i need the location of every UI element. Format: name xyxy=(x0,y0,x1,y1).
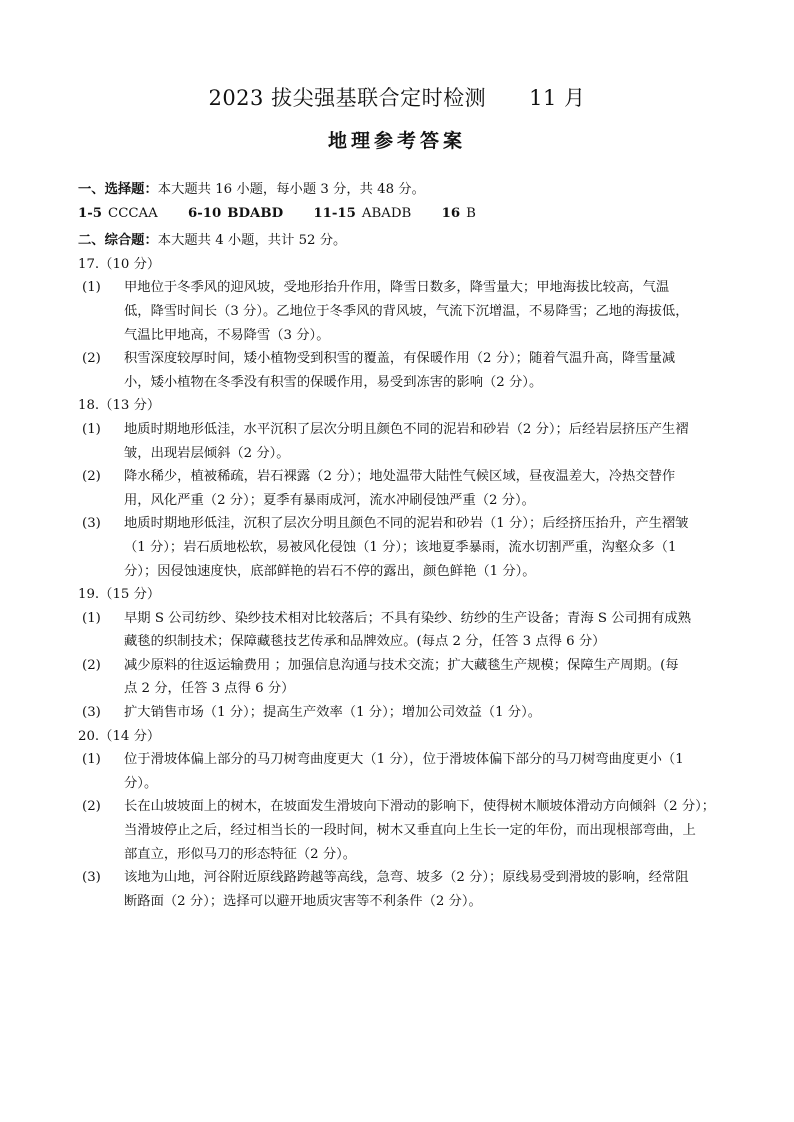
text-line: 用，风化严重（2 分）；夏季有暴雨成河，流水冲刷侵蚀严重（2 分）。 xyxy=(124,492,535,508)
question-block xyxy=(78,394,718,583)
answer-letters: BDABD xyxy=(227,205,284,221)
item-number: (3) xyxy=(82,870,101,886)
question-label: 17.（10 分） xyxy=(78,256,161,272)
answer-item xyxy=(78,701,718,725)
text-line: 早期 S 公司纺纱、染纱技术相对比较落后；不具有染纱、纺纱的生产设备；青海 S 公司拥有成熟 xyxy=(124,610,691,626)
part1-header xyxy=(78,178,718,202)
item-number: (2) xyxy=(82,657,101,673)
text-line: 分）；因侵蚀速度快，底部鲜艳的岩石不停的露出，颜色鲜艳（1 分）。 xyxy=(124,563,536,579)
question-block xyxy=(78,725,718,914)
text-line: 降水稀少，植被稀疏，岩石裸露（2 分）；地处温带大陆性气候区域，昼夜温差大，冷热交替作 xyxy=(124,469,676,485)
answer-item xyxy=(78,866,718,913)
answer-item xyxy=(78,748,718,795)
text-line: 气温比甲地高，不易降雪（3 分）。 xyxy=(124,327,330,343)
text-line: 分）。 xyxy=(124,775,158,791)
item-text xyxy=(124,607,718,654)
answer-item xyxy=(78,512,718,583)
text-line: 当滑坡停止之后，经过相当长的一段时间，树木又垂直向上生长一定的年份，而出现根部弯曲，上 xyxy=(124,823,696,839)
part2-description: 本大题共 4 小题，共计 52 分。 xyxy=(157,233,347,249)
choice-answers xyxy=(78,202,718,226)
answer-item xyxy=(78,276,718,347)
text-line: 扩大销售市场（1 分）；提高生产效率（1 分）；增加公司效益（1 分）。 xyxy=(124,705,542,721)
text-line: 长在山坡坡面上的树木，在坡面发生滑坡向下滑动的影响下，使得树木顺坡体滑动方向倾斜（2 分）； xyxy=(124,799,716,815)
item-text xyxy=(124,795,718,866)
answer-item xyxy=(78,654,718,701)
page-title: 2023 拔尖强基联合定时检测 11 月 xyxy=(208,86,586,110)
text-line: 地质时期地形低洼，水平沉积了层次分明且颜色不同的泥岩和砂岩（2 分）；后经岩层挤压产生褶 xyxy=(124,421,689,437)
answer-group xyxy=(78,202,158,226)
answer-letters: B xyxy=(466,205,476,221)
text-line: 地质时期地形低洼，沉积了层次分明且颜色不同的泥岩和砂岩（1 分）；后经挤压抬升，产生褶皱 xyxy=(124,516,689,532)
item-number: (1) xyxy=(82,421,101,437)
text-line: 部直立，形似马刀的形态特征（2 分）。 xyxy=(124,846,357,862)
text-line: 该地为山地，河谷附近原线路跨越等高线，急弯、坡多（2 分）；原线易受到滑坡的影响，经常阻 xyxy=(124,870,689,886)
part1-heading: 一、选择题： xyxy=(78,182,158,197)
item-text xyxy=(124,512,718,583)
item-text xyxy=(124,347,718,394)
question-block xyxy=(78,253,718,395)
item-text xyxy=(124,276,718,347)
page-subtitle: 地理参考答案 xyxy=(327,130,466,152)
item-text xyxy=(124,748,718,795)
item-number: (2) xyxy=(82,799,101,815)
answer-item xyxy=(78,465,718,512)
answer-group xyxy=(188,202,283,226)
answer-item xyxy=(78,607,718,654)
questions-list xyxy=(78,253,718,914)
item-text xyxy=(124,465,718,512)
item-number: (1) xyxy=(82,610,101,626)
item-text xyxy=(124,866,718,913)
item-number: (1) xyxy=(82,280,101,296)
item-text xyxy=(124,701,718,725)
answer-range: 16 xyxy=(441,205,461,221)
text-line: 皱，出现岩层倾斜（2 分）。 xyxy=(124,445,290,461)
answer-item xyxy=(78,795,718,866)
item-number: (2) xyxy=(82,469,101,485)
answer-range: 6-10 xyxy=(188,205,222,221)
question-label: 20.（14 分） xyxy=(78,728,161,744)
text-line: 位于滑坡体偏上部分的马刀树弯曲度更大（1 分），位于滑坡体偏下部分的马刀树弯曲度更小（1 xyxy=(124,752,684,768)
text-line: 积雪深度较厚时间，矮小植物受到积雪的覆盖，有保暖作用（2 分）；随着气温升高，降雪量减 xyxy=(124,351,676,367)
text-line: 减少原料的往返运输费用 ；加强信息沟通与技术交流；扩大藏毯生产规模；保障生产周期。(每 xyxy=(124,657,679,673)
answer-letters: ABADB xyxy=(361,205,412,221)
answer-group xyxy=(313,202,411,226)
question-label: 19.（15 分） xyxy=(78,587,161,603)
answer-item xyxy=(78,347,718,394)
text-line: （1 分）；岩石质地松软，易被风化侵蚀（1 分）；该地夏季暴雨，流水切割严重，沟壑众多（1 xyxy=(124,539,677,555)
answer-range: 11-15 xyxy=(313,205,356,221)
answer-range: 1-5 xyxy=(78,205,103,221)
item-text xyxy=(124,654,718,701)
item-number: (3) xyxy=(82,705,101,721)
text-line: 点 2 分，任答 3 点得 6 分） xyxy=(124,681,295,697)
answer-letters: CCCAA xyxy=(108,205,158,221)
part1-description: 本大题共 16 小题，每小题 3 分，共 48 分。 xyxy=(157,182,425,197)
item-number: (2) xyxy=(82,351,101,367)
part2-heading: 二、综合题： xyxy=(78,233,158,249)
question-block xyxy=(78,583,718,725)
item-number: (1) xyxy=(82,752,101,768)
answer-group xyxy=(442,202,476,226)
text-line: 甲地位于冬季风的迎风坡，受地形抬升作用，降雪日数多，降雪量大；甲地海拔比较高，气温 xyxy=(124,280,670,296)
text-line: 藏毯的织制技术；保障藏毯技艺传承和品牌效应。(每点 2 分，任答 3 点得 6 分） xyxy=(124,634,606,650)
text-line: 低，降雪时间长（3 分）。乙地位于冬季风的背风坡，气流下沉增温，不易降雪；乙地的海拔低， xyxy=(124,303,689,319)
item-text xyxy=(124,418,718,465)
question-label: 18.（13 分） xyxy=(78,398,161,414)
part2-header xyxy=(78,229,718,253)
item-number: (3) xyxy=(82,516,101,532)
answer-content xyxy=(78,178,718,913)
answer-item xyxy=(78,418,718,465)
text-line: 断路面（2 分）；选择可以避开地质灾害等不利条件（2 分）。 xyxy=(124,893,482,909)
text-line: 小，矮小植物在冬季没有积雪的保暖作用，易受到冻害的影响（2 分）。 xyxy=(124,374,543,390)
